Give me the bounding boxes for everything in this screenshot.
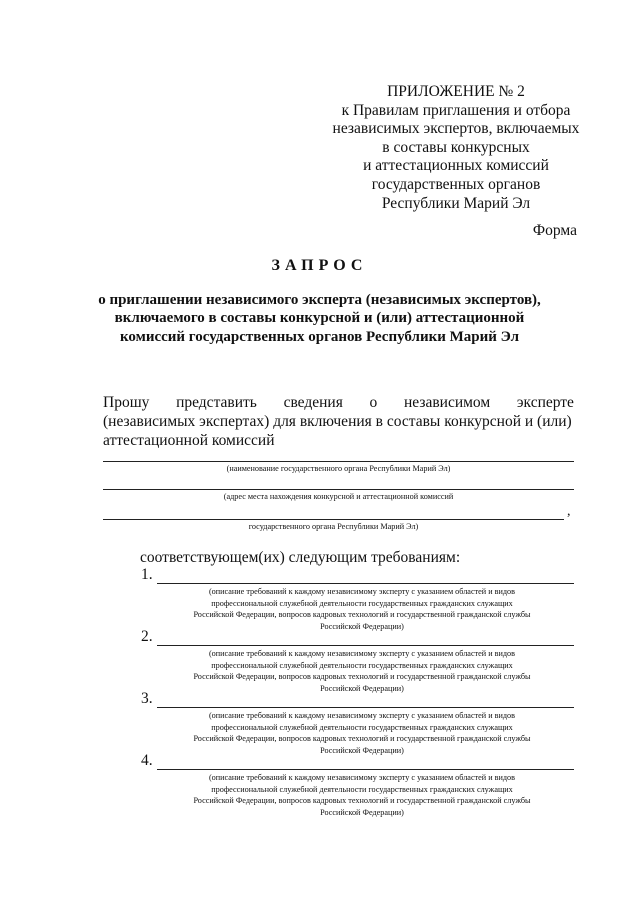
requirement-caption — [145, 586, 579, 632]
requirement-caption — [145, 710, 579, 756]
requirement-field-line[interactable] — [157, 583, 574, 584]
appendix-line: Республики Марий Эл — [381, 194, 531, 212]
caption-line: (описание требований к каждому независимому эксперту с указанием областей и видов — [208, 773, 516, 782]
caption-line: Российской Федерации) — [320, 745, 404, 755]
requirement-caption — [145, 648, 579, 694]
appendix-line: государственных органов — [371, 175, 541, 193]
caption-line: Российской Федерации) — [320, 807, 404, 817]
org-name-field-line[interactable] — [103, 461, 574, 462]
requirement-field-line[interactable] — [157, 707, 574, 708]
address-field-line-1[interactable] — [103, 489, 574, 490]
caption-line: профессиональной служебной деятельности государственных гражданских служащих — [211, 784, 513, 794]
appendix-line: независимых экспертов, включаемых — [332, 120, 580, 138]
request-line-2: (независимых экспертах) для включения в составы конкурсной и (или) — [103, 413, 572, 430]
caption-line: профессиональной служебной деятельности государственных гражданских служащих — [211, 598, 513, 608]
caption-line: (описание требований к каждому независимому эксперту с указанием областей и видов — [208, 587, 516, 596]
form-label: Форма — [532, 222, 577, 239]
request-word: о — [369, 394, 378, 411]
address-caption-1: (адрес места нахождения конкурсной и аттестационной комиссий — [223, 492, 454, 501]
caption-line: Российской Федерации) — [320, 621, 404, 631]
subject-line: комиссий государственных органов Республики Марий Эл — [119, 328, 520, 345]
subject-line: о приглашении независимого эксперта (независимых экспертов), — [98, 292, 541, 308]
requirement-number: 2. — [141, 628, 153, 645]
subject-line: включаемого в составы конкурсной и (или) аттестационной — [114, 310, 525, 327]
document-title: ЗАПРОС — [271, 257, 368, 274]
caption-line: профессиональной служебной деятельности государственных гражданских служащих — [211, 660, 513, 670]
request-line-3: аттестационной комиссий — [103, 432, 275, 449]
request-word: Прошу — [103, 394, 150, 411]
requirement-caption — [145, 772, 579, 818]
caption-line: Российской Федерации) — [320, 683, 404, 693]
requirement-number: 3. — [141, 690, 153, 707]
requirement-field-line[interactable] — [157, 645, 574, 646]
appendix-title: ПРИЛОЖЕНИЕ № 2 — [387, 83, 525, 100]
request-line-1 — [103, 393, 574, 412]
caption-line: профессиональной служебной деятельности государственных гражданских служащих — [211, 722, 513, 732]
appendix-header — [316, 83, 596, 213]
requirements-lead: соответствующем(их) следующим требованиям: — [140, 549, 461, 566]
caption-line: Российской Федерации, вопросов кадровых технологий и государственной гражданской службы — [193, 796, 531, 806]
caption-line: (описание требований к каждому независимому эксперту с указанием областей и видов — [208, 649, 516, 658]
caption-line: Российской Федерации, вопросов кадровых технологий и государственной гражданской службы — [193, 734, 531, 744]
field-comma: , — [567, 504, 571, 519]
request-word: независимом — [403, 394, 491, 411]
document-subject — [60, 291, 579, 346]
org-name-caption: (наименование государственного органа Республики Марий Эл) — [226, 464, 451, 473]
appendix-line: и аттестационных комиссий — [363, 157, 549, 175]
appendix-line: в составы конкурсных — [382, 138, 530, 156]
caption-line: Российской Федерации, вопросов кадровых технологий и государственной гражданской службы — [193, 672, 531, 682]
request-word: эксперте — [516, 394, 574, 411]
request-word: сведения — [283, 394, 343, 411]
requirement-field-line[interactable] — [157, 769, 574, 770]
caption-line: (описание требований к каждому независимому эксперту с указанием областей и видов — [208, 711, 516, 720]
address-caption-2: государственного органа Республики Марий Эл) — [248, 522, 419, 531]
caption-line: Российской Федерации, вопросов кадровых технологий и государственной гражданской службы — [193, 610, 531, 620]
requirement-number: 4. — [141, 752, 153, 769]
requirement-number: 1. — [141, 566, 153, 583]
address-field-line-2[interactable] — [103, 519, 564, 520]
request-word: представить — [176, 394, 257, 411]
appendix-line: к Правилам приглашения и отбора — [341, 101, 571, 119]
